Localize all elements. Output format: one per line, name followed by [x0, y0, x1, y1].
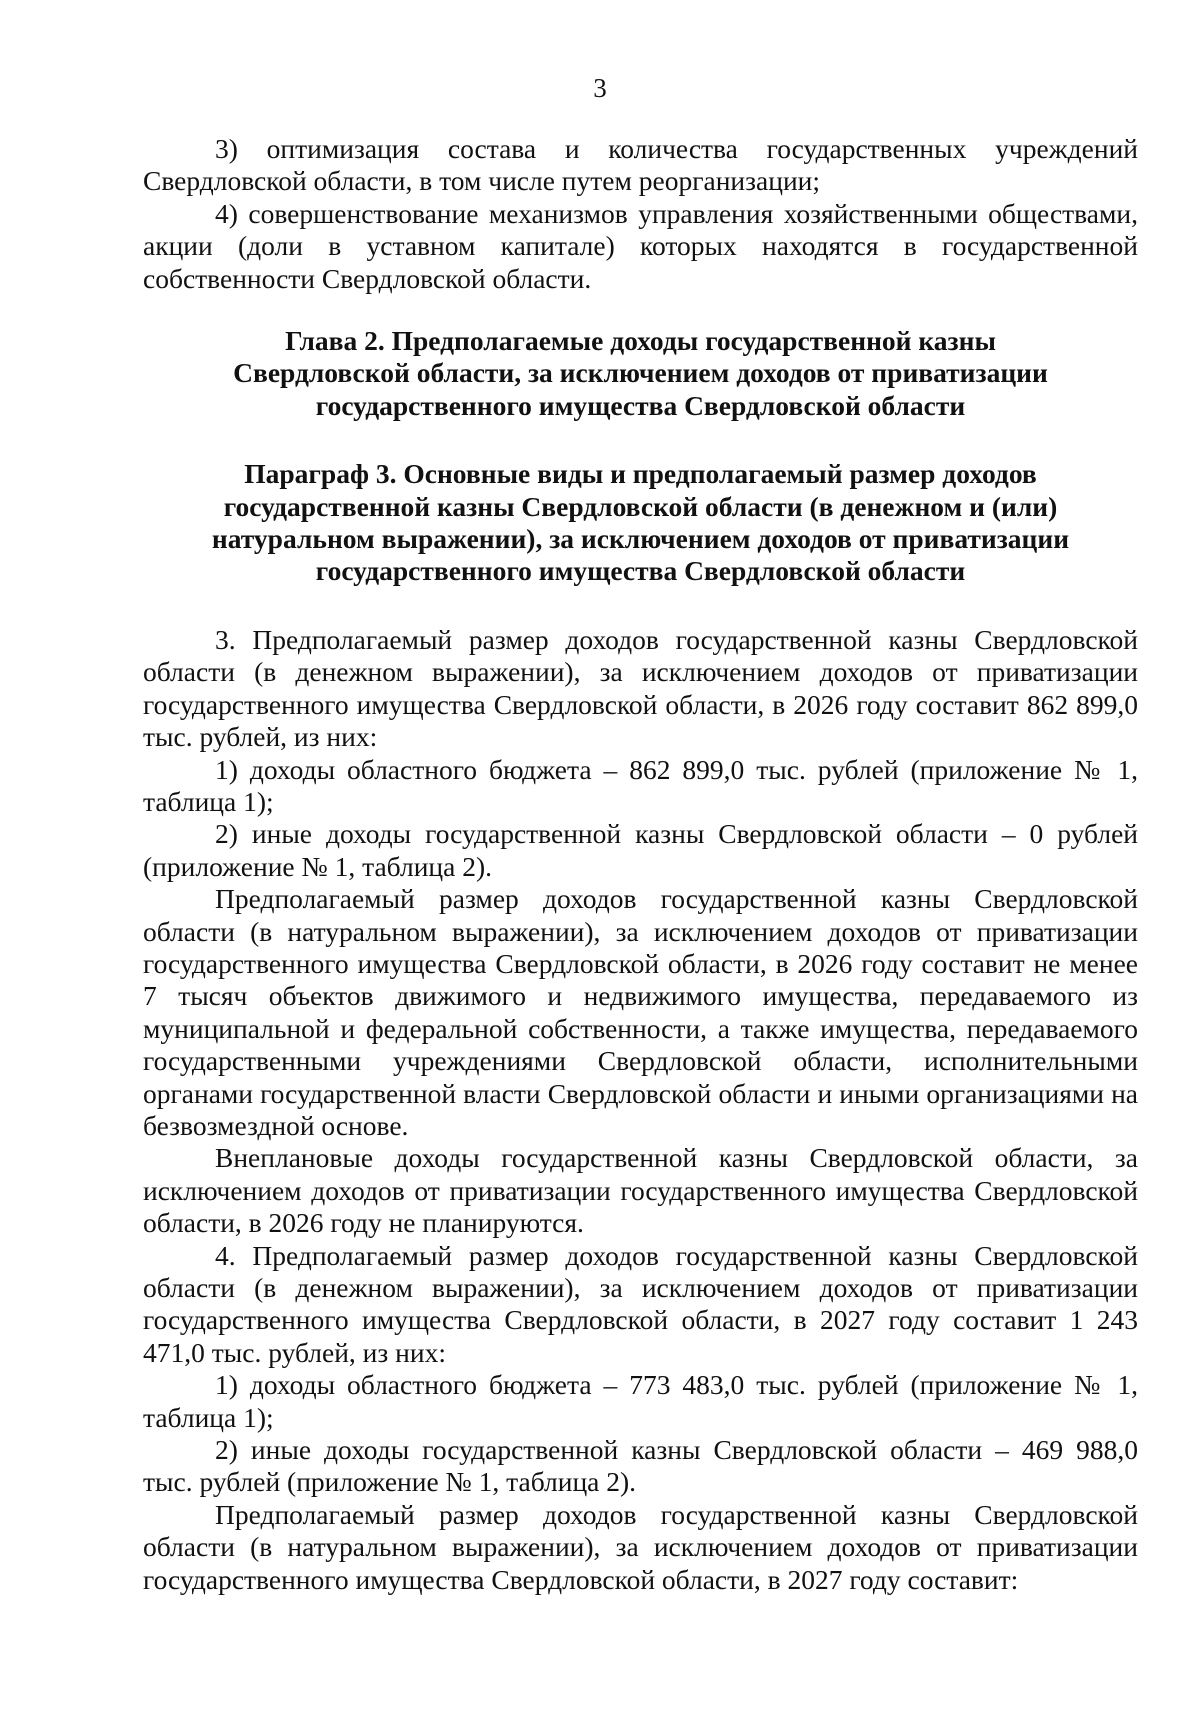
paragraph-heading-line: натуральном выражении), за исключением доходов от приватизации — [211, 523, 1070, 555]
clause-3-item-2: 2) иные доходы государственной казны Свердловской области – 0 рублей (приложение № 1, таблица 2). — [143, 818, 1138, 882]
paragraph-heading — [143, 458, 1138, 588]
natural-income-2026-paragraph: Предполагаемый размер доходов государственной казны Свердловской области (в натуральном выражении), за исключением доходов от приватизации государственного имущества Свердловской области, в 2026 году составит не менее 7 тысяч объектов движимого и недвижимого имущества, передаваемого из муниципальной и федеральной собственности, а также имущества, передаваемого государственными учреждениями Свердловской области, исполнительными органами государственной власти Свердловской области и иными организациями на безвозмездной основе. — [143, 883, 1138, 1141]
list-item-4: 4) совершенствование механизмов управления хозяйственными обществами, акции (доли в уставном капитале) которых находятся в государственной собственности Свердловской области. — [143, 197, 1138, 294]
chapter-heading — [143, 325, 1138, 422]
clause-4-paragraph: 4. Предполагаемый размер доходов государственной казны Свердловской области (в денежном выражении), за исключением доходов от приватизации государственного имущества Свердловской области, в 2027 году составит 1 243 471,0 тыс. рублей, из них: — [143, 1239, 1138, 1368]
paragraph-heading-line: Параграф 3. Основные виды и предполагаемый размер доходов — [244, 458, 1037, 490]
unplanned-income-paragraph: Внеплановые доходы государственной казны Свердловской области, за исключением доходов от приватизации государственного имущества Свердловской области, в 2026 году не планируются. — [143, 1142, 1138, 1239]
clause-4-item-2: 2) иные доходы государственной казны Свердловской области – 469 988,0 тыс. рублей (приложение № 1, таблица 2). — [143, 1434, 1138, 1498]
paragraph-heading-line: государственного имущества Свердловской области — [315, 555, 966, 587]
chapter-heading-line: Свердловской области, за исключением доходов от приватизации — [233, 357, 1048, 389]
chapter-heading-line: Глава 2. Предполагаемые доходы государственной казны — [285, 325, 996, 357]
page-number: 3 — [593, 73, 607, 103]
natural-income-2027-paragraph: Предполагаемый размер доходов государственной казны Свердловской области (в натуральном выражении), за исключением доходов от приватизации государственного имущества Свердловской области, в 2027 году составит: — [143, 1498, 1138, 1595]
clause-3-paragraph: 3. Предполагаемый размер доходов государственной казны Свердловской области (в денежном выражении), за исключением доходов от приватизации государственного имущества Свердловской области, в 2026 году составит 862 899,0 тыс. рублей, из них: — [143, 623, 1138, 753]
list-item-3: 3) оптимизация состава и количества государственных учреждений Свердловской области, в том числе путем реорганизации; — [143, 133, 1138, 197]
paragraph-heading-line: государственной казны Свердловской области (в денежном и (или) — [223, 490, 1058, 522]
chapter-heading-line: государственного имущества Свердловской области — [315, 389, 966, 421]
document-body — [143, 133, 1138, 1596]
clause-4-item-1: 1) доходы областного бюджета – 773 483,0 тыс. рублей (приложение № 1, таблица 1); — [143, 1369, 1138, 1433]
clause-3-item-1: 1) доходы областного бюджета – 862 899,0 тыс. рублей (приложение № 1, таблица 1); — [143, 753, 1138, 817]
